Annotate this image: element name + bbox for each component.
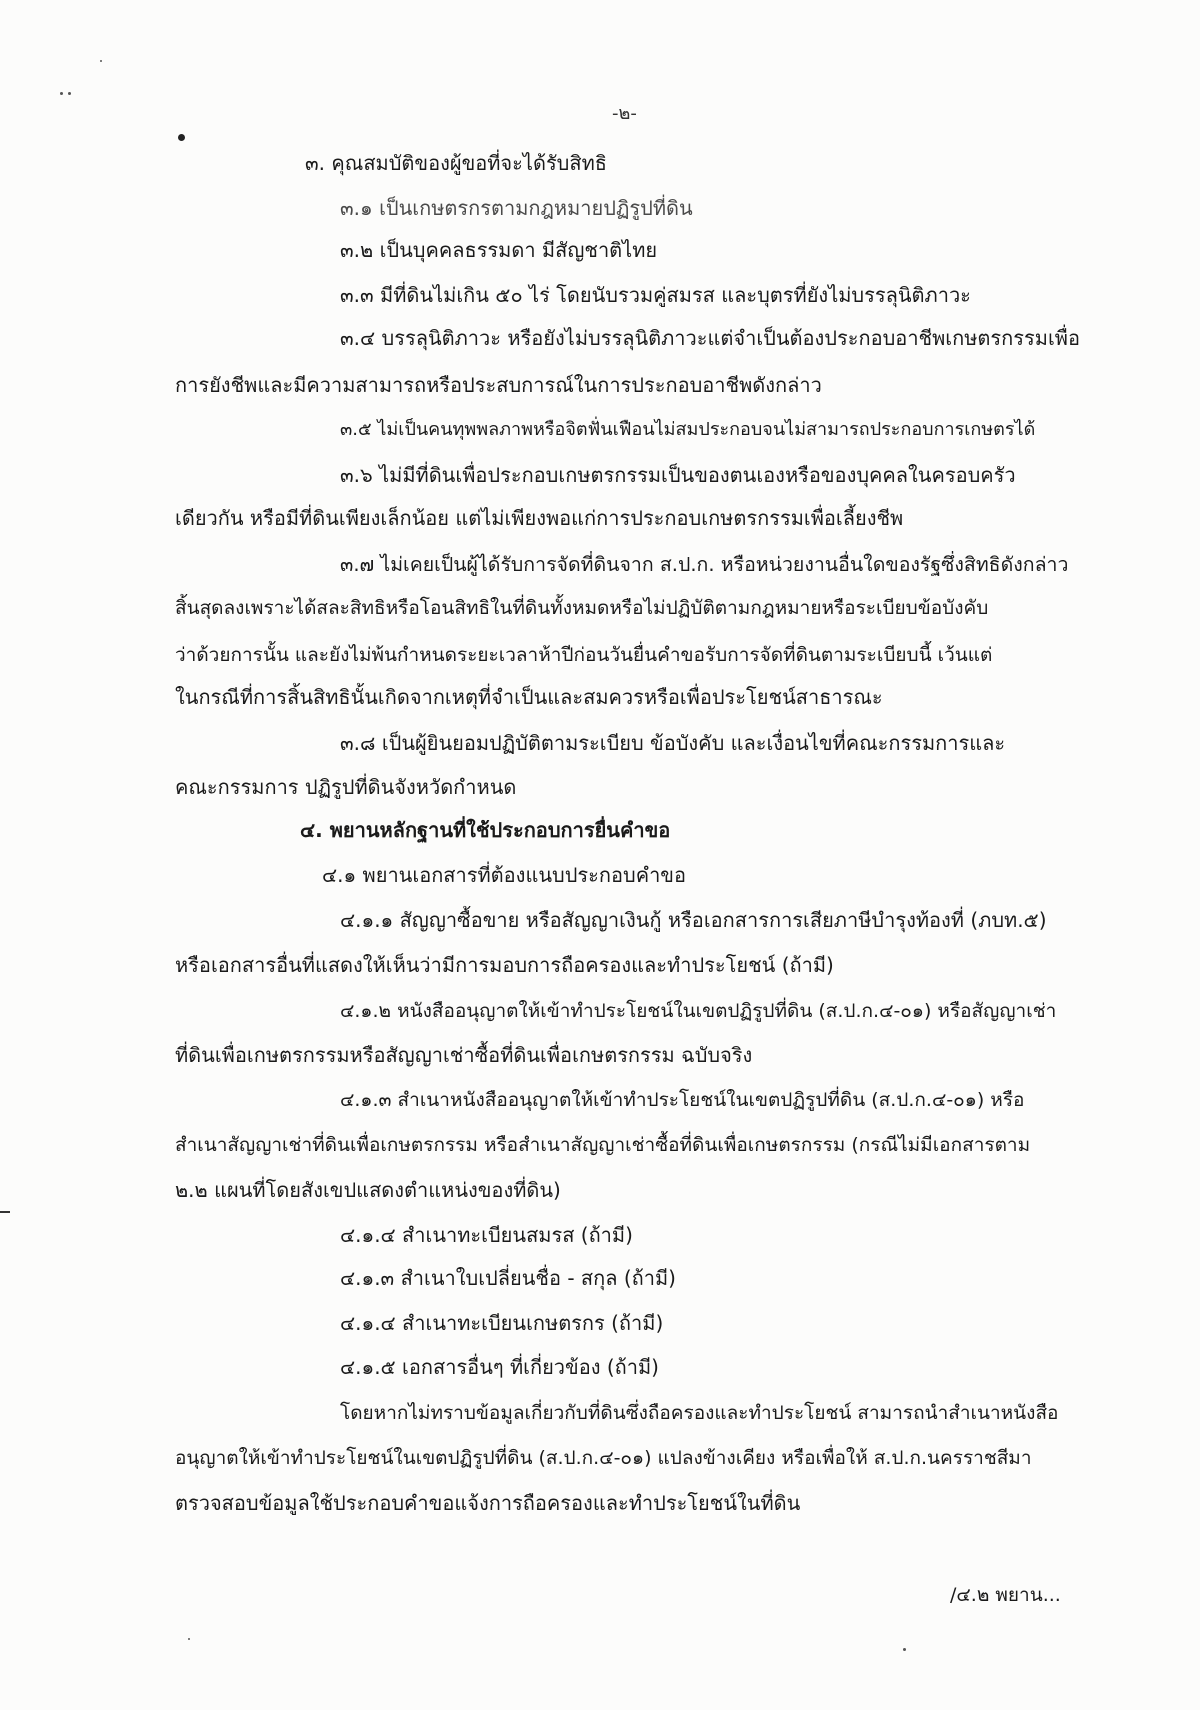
continuation-marker: /๔.๒ พยาน...: [950, 1584, 1061, 1606]
text-line: ๓.๑ เป็นเกษตรกรตามกฎหมายปฏิรูปที่ดิน: [340, 196, 693, 220]
margin-mark: [0, 1211, 10, 1213]
text-line: ๔.๑.๓ สำเนาหนังสืออนุญาตให้เข้าทำประโยชน์ในเขตปฏิรูปที่ดิน (ส.ป.ก.๔-๐๑) หรือ: [340, 1089, 1025, 1111]
scan-speck: [188, 1638, 190, 1640]
text-line: ๓.๔ บรรลุนิติภาวะ หรือยังไม่บรรลุนิติภาวะแต่จำเป็นต้องประกอบอาชีพเกษตรกรรมเพื่อ: [340, 326, 1080, 350]
text-line: ตรวจสอบข้อมูลใช้ประกอบคำขอแจ้งการถือครองและทำประโยชน์ในที่ดิน: [175, 1491, 801, 1515]
text-line: คณะกรรมการ ปฏิรูปที่ดินจังหวัดกำหนด: [175, 775, 517, 799]
text-line: สิ้นสุดลงเพราะได้สละสิทธิหรือโอนสิทธิในที่ดินทั้งหมดหรือไม่ปฏิบัติตามกฎหมายหรือระเบียบข้อบังคับ: [175, 597, 989, 619]
text-line: ๓.๓ มีที่ดินไม่เกิน ๕๐ ไร่ โดยนับรวมคู่สมรส และบุตรที่ยังไม่บรรลุนิติภาวะ: [340, 283, 971, 307]
scan-speck: [178, 134, 185, 141]
text-line: ๔.๑.๔ สำเนาทะเบียนเกษตรกร (ถ้ามี): [340, 1311, 664, 1335]
text-line: ๓.๒ เป็นบุคคลธรรมดา มีสัญชาติไทย: [340, 238, 658, 262]
text-line: ๔.๑.๕ เอกสารอื่นๆ ที่เกี่ยวข้อง (ถ้ามี): [340, 1355, 659, 1379]
text-line: โดยหากไม่ทราบข้อมูลเกี่ยวกับที่ดินซึ่งถือครองและทำประโยชน์ สามารถนำสำเนาหนังสือ: [340, 1402, 1059, 1424]
text-line: ๓.๖ ไม่มีที่ดินเพื่อประกอบเกษตรกรรมเป็นของตนเองหรือของบุคคลในครอบครัว: [340, 463, 1016, 487]
text-line: ๔.๑.๔ สำเนาทะเบียนสมรส (ถ้ามี): [340, 1223, 633, 1247]
text-line: ที่ดินเพื่อเกษตรกรรมหรือสัญญาเช่าซื้อที่ดินเพื่อเกษตรกรรม ฉบับจริง: [175, 1043, 753, 1067]
text-line: การยังชีพและมีความสามารถหรือประสบการณ์ในการประกอบอาชีพดังกล่าว: [175, 373, 822, 397]
scan-speck: [68, 92, 71, 95]
text-line: ในกรณีที่การสิ้นสิทธินั้นเกิดจากเหตุที่จำเป็นและสมควรหรือเพื่อประโยชน์สาธารณะ: [175, 685, 883, 709]
text-line: หรือเอกสารอื่นที่แสดงให้เห็นว่ามีการมอบการถือครองและทำประโยชน์ (ถ้ามี): [175, 953, 834, 977]
text-line: ๔.๑.๑ สัญญาซื้อขาย หรือสัญญาเงินกู้ หรือเอกสารการเสียภาษีบำรุงท้องที่ (ภบท.๕): [340, 908, 1047, 932]
text-line: อนุญาตให้เข้าทำประโยชน์ในเขตปฏิรูปที่ดิน (ส.ป.ก.๔-๐๑) แปลงข้างเคียง หรือเพื่อให้ ส.ป.ก.นครราชสีมา: [175, 1447, 1032, 1469]
text-line: ๓.๘ เป็นผู้ยินยอมปฏิบัติตามระเบียบ ข้อบังคับ และเงื่อนไขที่คณะกรรมการและ: [340, 731, 1006, 755]
page-number: -๒-: [612, 103, 637, 124]
text-line: ๒.๒ แผนที่โดยสังเขปแสดงตำแหน่งของที่ดิน): [175, 1178, 561, 1202]
text-line: ๔.๑.๒ หนังสืออนุญาตให้เข้าทำประโยชน์ในเขตปฏิรูปที่ดิน (ส.ป.ก.๔-๐๑) หรือสัญญาเช่า: [340, 1000, 1057, 1022]
text-line: สำเนาสัญญาเช่าที่ดินเพื่อเกษตรกรรม หรือสำเนาสัญญาเช่าซื้อที่ดินเพื่อเกษตรกรรม (กรณีไม่มีเอกสารตาม: [175, 1134, 1031, 1156]
scan-speck: [60, 92, 63, 95]
section-heading: ๓. คุณสมบัติของผู้ขอที่จะได้รับสิทธิ: [305, 151, 607, 175]
text-line: ๔.๑ พยานเอกสารที่ต้องแนบประกอบคำขอ: [322, 863, 686, 887]
text-line: ว่าด้วยการนั้น และยังไม่พ้นกำหนดระยะเวลาห้าปีก่อนวันยื่นคำขอรับการจัดที่ดินตามระเบียบนี้ เว้นแต่: [175, 644, 993, 666]
section-heading: ๔. พยานหลักฐานที่ใช้ประกอบการยื่นคำขอ: [300, 818, 671, 842]
text-line: เดียวกัน หรือมีที่ดินเพียงเล็กน้อย แต่ไม่เพียงพอแก่การประกอบเกษตรกรรมเพื่อเลี้ยงชีพ: [175, 506, 904, 530]
scan-speck: [100, 60, 102, 62]
scan-speck: [903, 1648, 906, 1651]
text-line: ๓.๗ ไม่เคยเป็นผู้ได้รับการจัดที่ดินจาก ส.ป.ก. หรือหน่วยงานอื่นใดของรัฐซึ่งสิทธิดังกล่าว: [340, 553, 1069, 576]
text-line: ๓.๕ ไม่เป็นคนทุพพลภาพหรือจิตฟั่นเฟือนไม่สมประกอบจนไม่สามารถประกอบการเกษตรได้: [340, 419, 1036, 440]
text-line: ๔.๑.๓ สำเนาใบเปลี่ยนชื่อ - สกุล (ถ้ามี): [340, 1266, 676, 1290]
